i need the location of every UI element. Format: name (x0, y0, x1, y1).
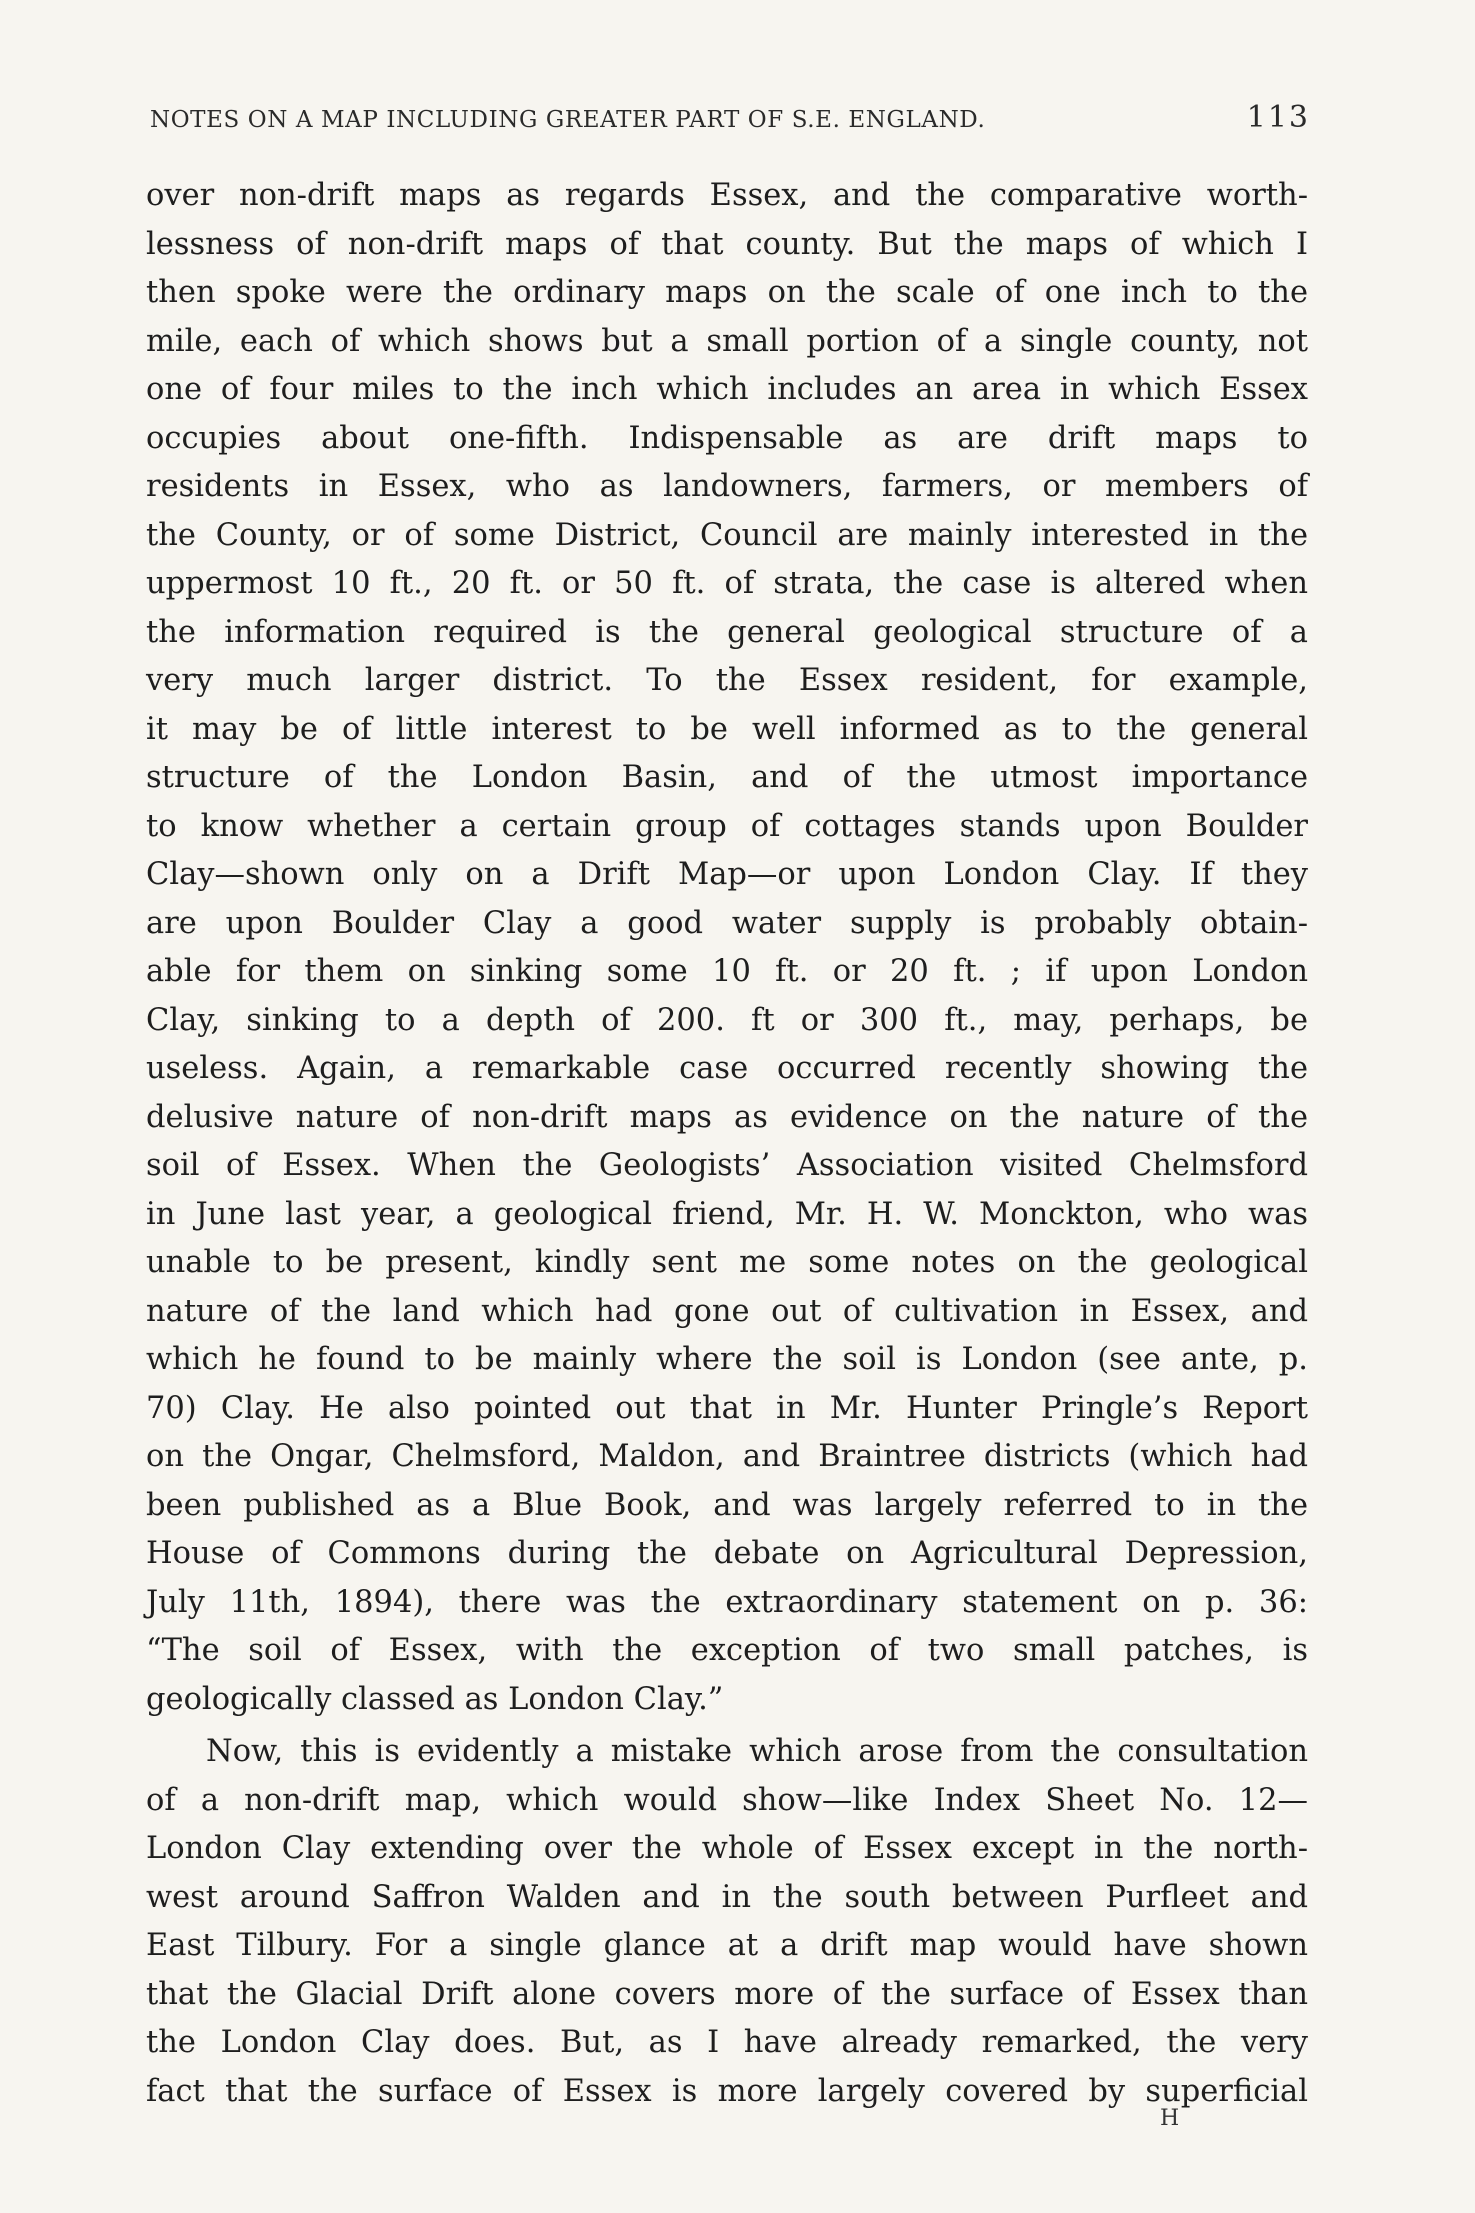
text-line: London Clay extending over the whole of Essex except in the north- (146, 1831, 1308, 1866)
text-line: July 11th, 1894), there was the extraordinary statement on p. 36: (146, 1584, 1308, 1620)
text-line: are upon Boulder Clay a good water supply is probably obtain- (146, 905, 1308, 941)
text-line: East Tilbury. For a single glance at a drift map would have shown (146, 1928, 1308, 1963)
text-line: lessness of non-drift maps of that county. But the maps of which I (146, 226, 1308, 262)
text-line: the County, or of some District, Council are mainly interested in the (146, 517, 1308, 553)
text-line: of a non-drift map, which would show—like Index Sheet No. 12— (146, 1782, 1308, 1818)
text-line: which he found to be mainly where the soil is London (see ante, p. (146, 1342, 1308, 1377)
paragraph (146, 1728, 1308, 2116)
text-line: the information required is the general geological structure of a (146, 614, 1308, 650)
text-line: in June last year, a geological friend, Mr. H. W. Monckton, who was (146, 1196, 1308, 1232)
text-line: fact that the surface of Essex is more largely covered by superficial (146, 2073, 1308, 2109)
text-line: it may be of little interest to be well informed as to the general (146, 711, 1308, 747)
text-line: “The soil of Essex, with the exception of two small patches, is (146, 1633, 1308, 1668)
text-line: one of four miles to the inch which includes an area in which Essex (146, 372, 1308, 407)
text-line: on the Ongar, Chelmsford, Maldon, and Braintree districts (which had (146, 1439, 1308, 1474)
paragraph (146, 172, 1308, 1724)
text-line: to know whether a certain group of cottages stands upon Boulder (146, 808, 1308, 844)
text-line: then spoke were the ordinary maps on the scale of one inch to the (146, 275, 1308, 310)
text-line: useless. Again, a remarkable case occurred recently showing the (146, 1051, 1308, 1086)
text-line: structure of the London Basin, and of the utmost importance (146, 760, 1308, 795)
text-line: able for them on sinking some 10 ft. or 20 ft. ; if upon London (146, 954, 1308, 989)
page-number: 113 (1246, 100, 1310, 135)
text-line: House of Commons during the debate on Agricultural Depression, (146, 1536, 1308, 1571)
text-line: soil of Essex. When the Geologists’ Association visited Chelmsford (146, 1148, 1308, 1183)
text-line: mile, each of which shows but a small portion of a single county, not (146, 323, 1308, 359)
text-line: very much larger district. To the Essex resident, for example, (146, 663, 1308, 698)
text-line: unable to be present, kindly sent me some notes on the geological (146, 1245, 1308, 1280)
text-line: uppermost 10 ft., 20 ft. or 50 ft. of strata, the case is altered when (146, 566, 1308, 601)
text-line: been published as a Blue Book, and was largely referred to in the (146, 1487, 1308, 1523)
text-line: that the Glacial Drift alone covers more of the surface of Essex than (146, 1976, 1308, 2012)
running-head-title: NOTES ON A MAP INCLUDING GREATER PART OF S.E. ENGLAND. (150, 107, 986, 133)
text-line: residents in Essex, who as landowners, farmers, or members of (146, 469, 1308, 504)
text-line: occupies about one-fifth. Indispensable as are drift maps to (146, 420, 1308, 456)
text-line: the London Clay does. But, as I have already remarked, the very (146, 2025, 1308, 2060)
text-line: Clay, sinking to a depth of 200. ft or 300 ft., may, perhaps, be (146, 1002, 1308, 1038)
running-head (150, 100, 1310, 135)
text-line: nature of the land which had gone out of cultivation in Essex, and (146, 1293, 1308, 1329)
text-line: geologically classed as London Clay.” (146, 1681, 724, 1717)
text-line: 70) Clay. He also pointed out that in Mr. Hunter Pringle’s Report (146, 1390, 1308, 1426)
text-line: delusive nature of non-drift maps as evidence on the nature of the (146, 1099, 1308, 1135)
text-line: Now, this is evidently a mistake which arose from the consultation (206, 1734, 1308, 1769)
text-line: over non-drift maps as regards Essex, and the comparative worth- (146, 178, 1308, 213)
text-line: Clay—shown only on a Drift Map—or upon London Clay. If they (146, 857, 1308, 892)
body-text (146, 172, 1308, 2116)
signature-mark: H (1160, 2106, 1181, 2131)
text-line: west around Saffron Walden and in the south between Purfleet and (146, 1879, 1308, 1915)
